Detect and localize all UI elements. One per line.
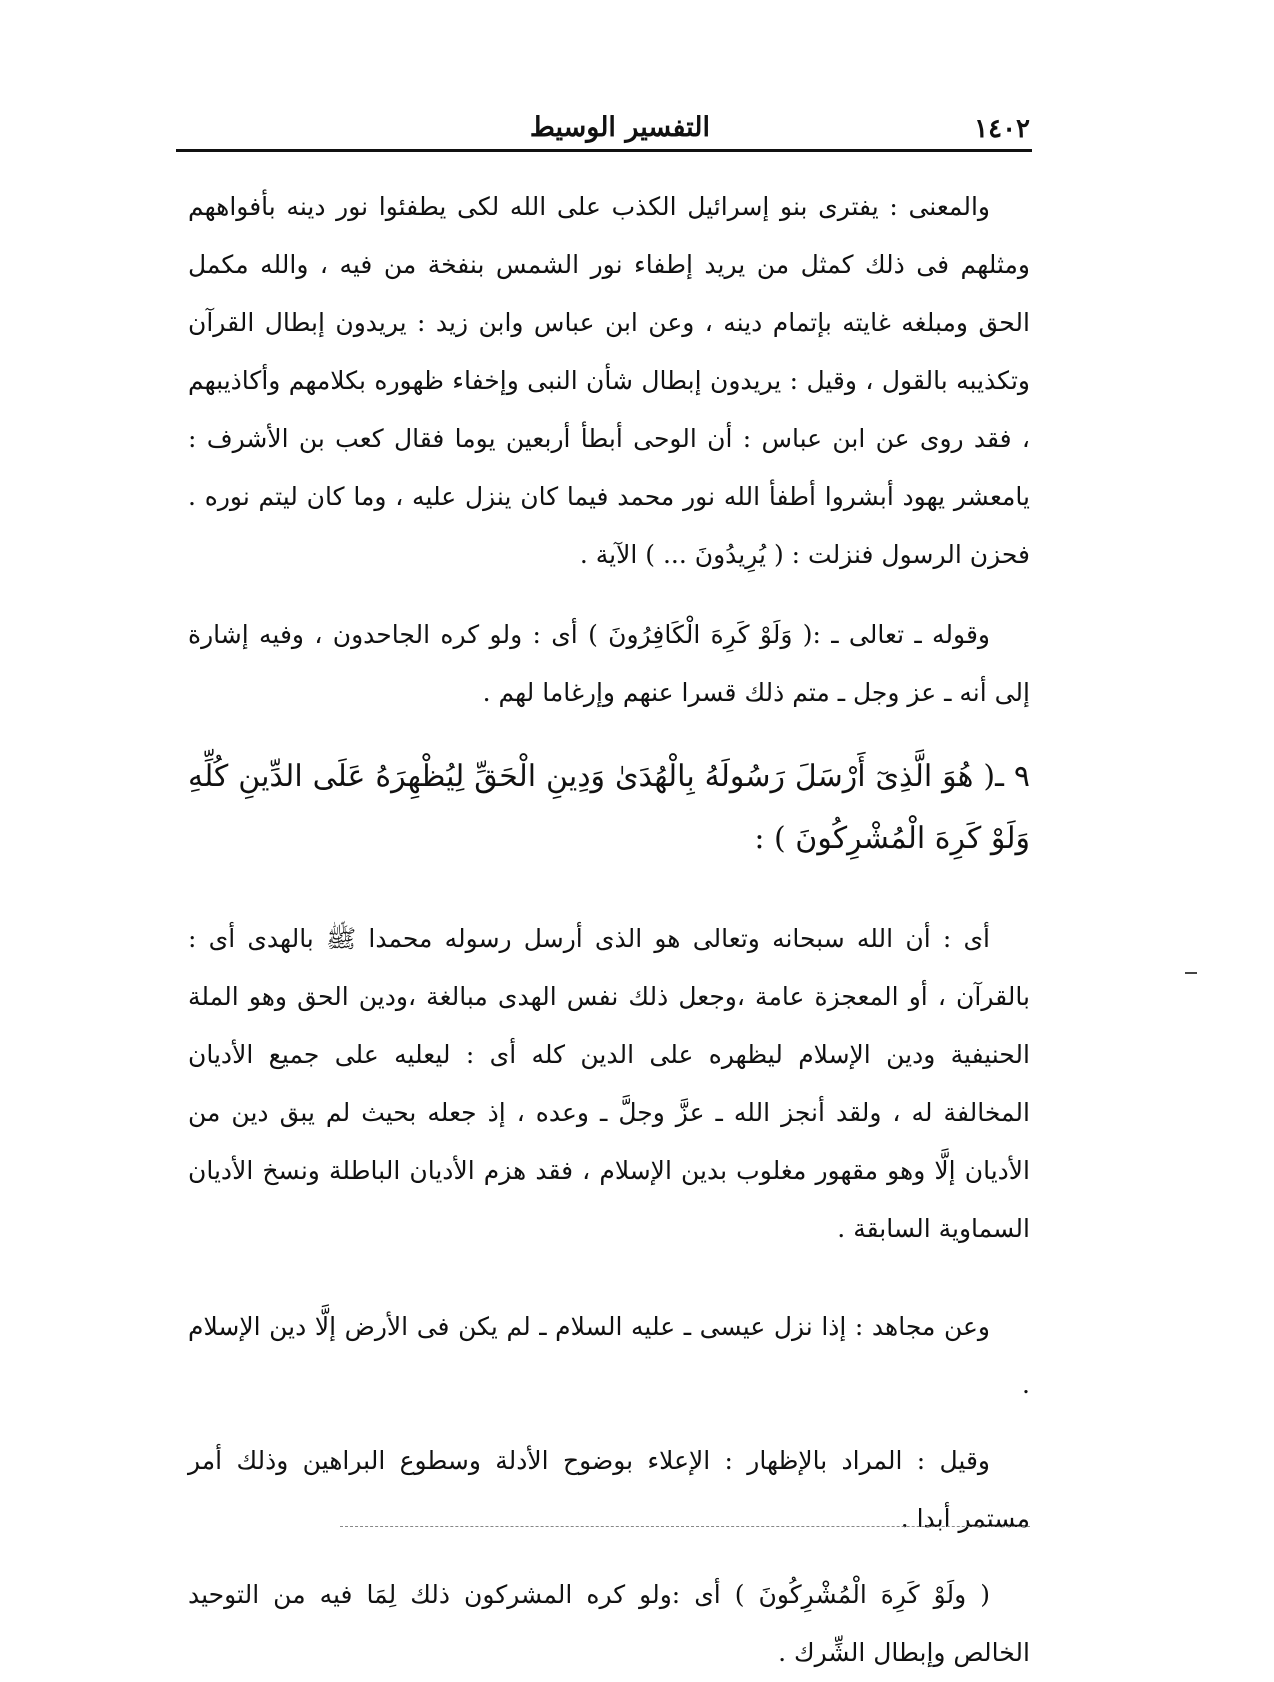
running-title: التفسير الوسيط (529, 112, 710, 143)
print-mark (1185, 972, 1197, 974)
paragraph-disbelievers: وقوله ـ تعالى ـ :( وَلَوْ كَرِهَ الْكَافِرُونَ ) أى : ولو كره الجاحدون ، وفيه إشارة إلى أنه ـ عز وجل ـ متم ذلك قسرا عنهم وإرغاما لهم . (188, 620, 1030, 707)
header-rule (176, 149, 1032, 152)
body-text (188, 178, 1030, 1682)
paragraph-izhar: وقيل : المراد بالإظهار : الإعلاء بوضوح الأدلة وسطوع البراهين وذلك أمر مستمر أبدا . (188, 1446, 1030, 1533)
paragraph-meaning: والمعنى : يفترى بنو إسرائيل الكذب على الله لكى يطفئوا نور دينه بأفواههم ومثلهم فى ذلك كمثل من يريد إطفاء نور الشمس بنفخة من فيه ، والله مكمل الحق ومبلغه غايته بإتمام دينه ، وعن ابن عباس وابن زيد : يريدون إبطال القرآن وتكذيبه بالقول ، وقيل : يريدون إبطال شأن النبى وإخفاء ظهوره بكلامهم وأكاذيبهم ، فقد روى عن ابن عباس : أن الوحى أبطأ أربعين يوما فقال كعب بن الأشرف : يامعشر يهود أبشروا أطفأ الله نور محمد فيما كان ينزل عليه ، وما كان ليتم نوره . فحزن الرسول فنزلت : ( يُرِيدُونَ ... ) الآية . (188, 192, 1030, 569)
footer-rule (340, 1526, 1030, 1528)
paragraph-explanation: أى : أن الله سبحانه وتعالى هو الذى أرسل رسوله محمدا ﷺ بالهدى أى : بالقرآن ، أو المعجزة عامة ،وجعل ذلك نفس الهدى مبالغة ،ودين الحق وهو الملة الحنيفية ودين الإسلام ليظهره على الدين كله أى : ليعليه على جميع الأديان المخالفة له ، ولقد أنجز الله ـ عزَّ وجلَّ ـ وعده ، إذ جعله بحيث لم يبق دين من الأديان إلَّا وهو مقهور مغلوب بدين الإسلام ، فقد هزم الأديان الباطلة ونسخ الأديان السماوية السابقة . (188, 924, 1030, 1243)
paragraph-mujahid: وعن مجاهد : إذا نزل عيسى ـ عليه السلام ـ لم يكن فى الأرض إلَّا دين الإسلام . (188, 1312, 1030, 1399)
page-header (178, 108, 1030, 152)
verse-9: ٩ ـ( هُوَ الَّذِىٓ أَرْسَلَ رَسُولَهُ بِالْهُدَىٰ وَدِينِ الْحَقِّ لِيُظْهِرَهُ عَلَى الدِّينِ كُلِّهِ وَلَوْ كَرِهَ الْمُشْرِكُونَ ) : (188, 759, 1030, 856)
page-number: ١٤٠٢ (974, 114, 1030, 144)
paragraph-polytheists: ( ولَوْ كَرِهَ الْمُشْرِكُونَ ) أى :ولو كره المشركون ذلك لِمَا فيه من التوحيد الخالص وإبطال الشِّرك . (188, 1580, 1030, 1667)
